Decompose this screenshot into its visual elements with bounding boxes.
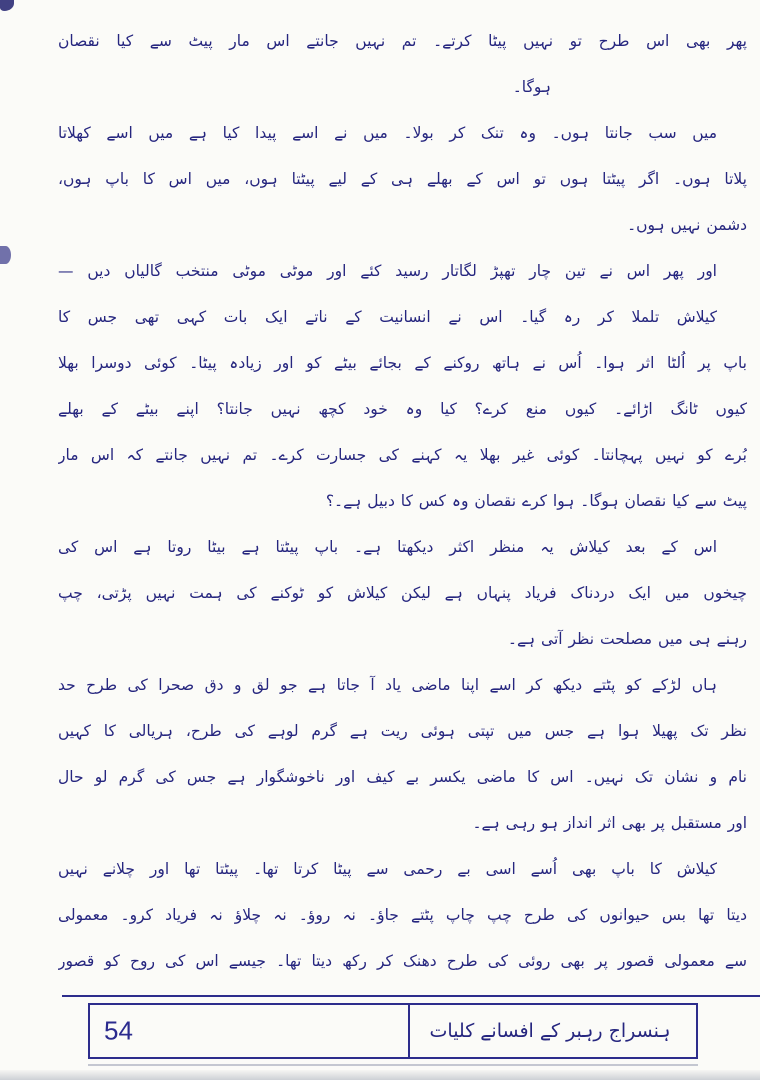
footer-box [88, 1003, 698, 1059]
footer-divider [408, 1005, 410, 1057]
paragraph-3 [58, 248, 747, 294]
text-line: کیوں ٹانگ اڑائے۔ کیوں منع کرے؟ کیا وہ خود کچھ نہیں جانتا؟ اپنے بیٹے کے بھلے [58, 400, 747, 418]
footer-top-rule [62, 995, 760, 997]
page-number: 54 [104, 1015, 133, 1046]
body-text [58, 18, 747, 984]
text-line: دیتا تھا بس حیوانوں کی طرح چپ چاپ پٹتے جاؤ۔ نہ روؤ۔ نہ چلاؤ نہ فریاد کرو۔ معمولی [58, 906, 747, 924]
text-line: اور مستقبل پر بھی اثر انداز ہو رہی ہے۔ [472, 814, 747, 832]
scan-smudge-left-edge [0, 246, 11, 264]
scan-smudge-top-left [0, 0, 14, 11]
text-line: پیٹ سے کیا نقصان ہوگا۔ ہوا کرے نقصان وہ کس کا دبیل ہے۔؟ [325, 492, 747, 510]
page-bottom-shadow [0, 1070, 760, 1080]
paragraph-1 [58, 18, 747, 110]
text-line: نام و نشان تک نہیں۔ اس کا ماضی یکسر بے کیف اور ناخوشگوار ہے جس کی گرم لو حال [58, 768, 747, 786]
text-line: کیلاش تلملا کر رہ گیا۔ اس نے انسانیت کے ناتے ایک بات کہی تھی جس کا [58, 308, 717, 326]
text-line: کیلاش کا باپ بھی اُسے اسی بے رحمی سے پیٹا کرتا تھا۔ پیٹتا تھا اور چلانے نہیں [58, 860, 717, 878]
text-line: پلاتا ہوں۔ اگر پیٹتا ہوں تو اس کے بھلے ہی کے لیے پیٹتا ہوں، میں اس کا باپ ہوں، [58, 170, 747, 188]
paragraph-7 [58, 846, 747, 984]
text-line: باپ پر اُلٹا اثر ہوا۔ اُس نے ہاتھ روکنے کے بجائے بیٹے کو اور زیادہ پیٹا۔ کوئی دوسرا بھلا [58, 354, 747, 372]
paragraph-6 [58, 662, 747, 846]
paragraph-2 [58, 110, 747, 248]
text-line: اس کے بعد کیلاش یہ منظر اکثر دیکھتا ہے۔ باپ پیٹتا ہے بیٹا روتا ہے اس کی [58, 538, 717, 556]
text-line: رہنے ہی میں مصلحت نظر آتی ہے۔ [507, 630, 747, 648]
text-line: ہوگا۔ [512, 78, 551, 96]
text-line: پھر بھی اس طرح تو نہیں پیٹا کرتے۔ تم نہیں جانتے اس مار پیٹ سے کیا نقصان [58, 32, 747, 50]
text-line: سے معمولی قصور پر بھی روئی کی طرح دھنک کر رکھ دیتا تھا۔ جیسے اس کی روح کو قصور [58, 952, 747, 970]
text-line: نظر تک پھیلا ہوا ہے جس میں تپتی ہوئی ریت ہے گرم لوہے کی طرح، ہریالی کا کہیں [58, 722, 747, 740]
paragraph-4 [58, 294, 747, 524]
text-line: اور پھر اس نے تین چار تھپڑ لگاتار رسید کئے اور موٹی موٹی منتخب گالیاں دیں — [58, 262, 717, 280]
text-line: دشمن نہیں ہوں۔ [627, 216, 747, 234]
text-line: میں سب جانتا ہوں۔ وہ تنک کر بولا۔ میں نے اسے پیدا کیا ہے میں اسے کھلاتا [58, 124, 717, 142]
paragraph-5 [58, 524, 747, 662]
footer-bottom-rule [88, 1064, 698, 1066]
running-title: ہنسراج رہبر کے افسانے کلیات [429, 1020, 671, 1042]
text-line: چیخوں میں ایک دردناک فریاد پنہاں ہے لیکن کیلاش کو ٹوکنے کی ہمت نہیں پڑتی، چپ [58, 584, 747, 602]
text-line: بُرے کو نہیں پہچانتا۔ کوئی غیر بھلا یہ کہنے کی جسارت کرے۔ تم نہیں جانتے کہ اس مار [58, 446, 747, 464]
text-line: ہاں لڑکے کو پٹتے دیکھ کر اسے اپنا ماضی یاد آ جاتا ہے جو لق و دق صحرا کی طرح حد [58, 676, 717, 694]
